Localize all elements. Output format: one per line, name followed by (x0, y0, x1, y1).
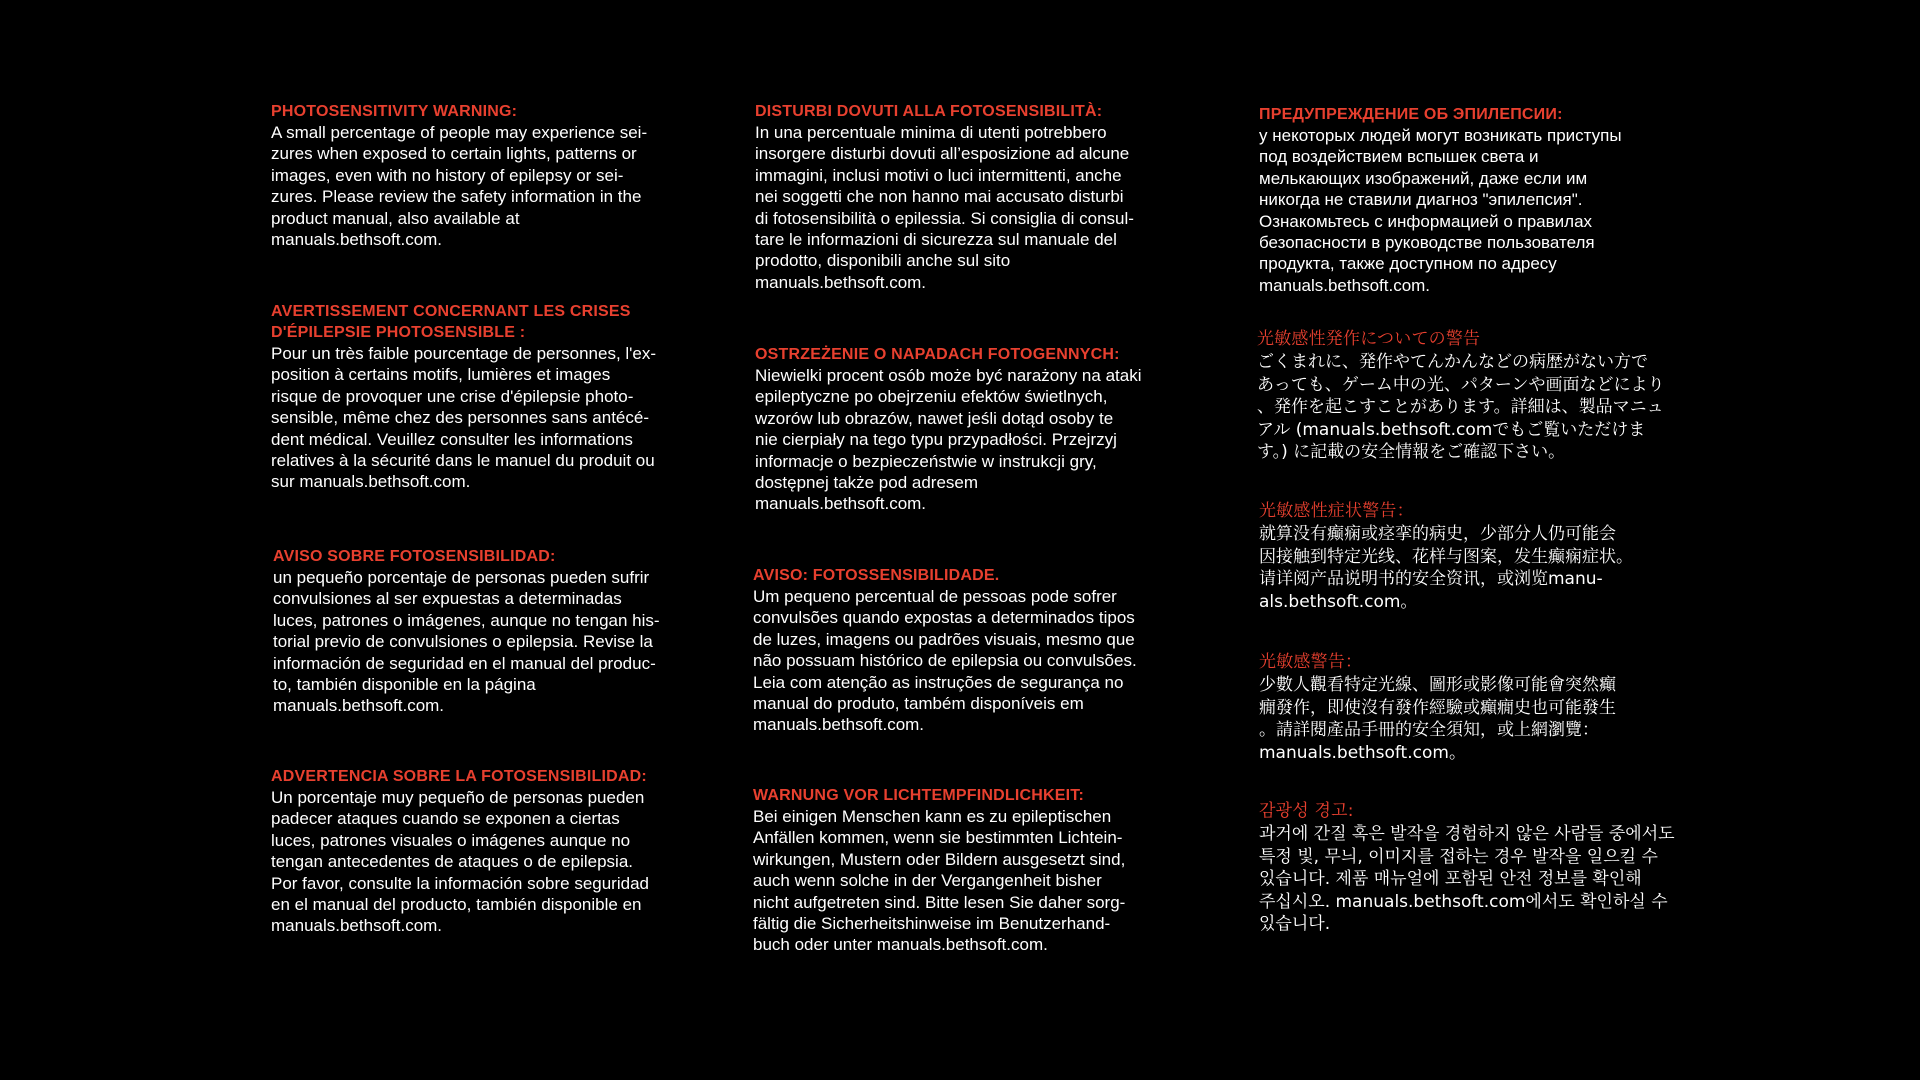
warning-body: 少數人觀看特定光線、圖形或影像可能會突然癲 癇發作，即使沒有發作經驗或癲癇史也可能發生 。請詳閱產品手冊的安全須知，或上網瀏覽： manuals.bethsoft.com。 (1259, 675, 1616, 763)
warning-body: 과거에 간질 혹은 발작을 경험하지 않은 사람들 중에서도 특정 빛, 무늬, 이미지를 접하는 경우 발작을 일으킬 수 있습니다. 제품 매뉴얼에 포함된 안전 정보를 확인해 주십시오. manuals.bethsoft.com에서도 확인하실 수 있습니다. (1259, 824, 1675, 934)
warning-heading: AVERTISSEMENT CONCERNANT LES CRISES D'ÉPILEPSIE PHOTOSENSIBLE : (271, 303, 631, 341)
warning-heading: ПРЕДУПРЕЖДЕНИЕ ОБ ЭПИЛЕПСИИ: (1259, 106, 1563, 123)
warning-block-spanish-latam (273, 546, 691, 717)
warning-heading: AVISO SOBRE FOTOSENSIBILIDAD: (273, 548, 556, 565)
warning-body: 就算没有癫痫或痉挛的病史，少部分人仍可能会 因接触到特定光线、花样与图案，发生癫痫症状。 请详阅产品说明书的安全资讯，或浏览manu- als.bethsoft.com。 (1259, 524, 1633, 612)
warning-body: Niewielki procent osób może być narażony na ataki epileptyczne po obejrzeniu efektów świetlnych, wzorów lub obrazów, nawet jeśli dotąd osoby te nie cierpiały na tego typu przypadłości. Przejrzyj informacje o bezpieczeństwie w instrukcji gry, dostępnej także pod adresem manuals.bethsoft.com. (755, 366, 1142, 514)
warning-block-korean (1259, 800, 1677, 936)
warning-block-french (271, 301, 689, 493)
warning-heading: DISTURBI DOVUTI ALLA FOTOSENSIBILITÀ: (755, 103, 1103, 120)
warning-body: A small percentage of people may experience sei- zures when exposed to certain lights, patterns or images, even with no history of epilepsy or sei- zures. Please review the safety information in the product manual, also available at manuals.bethsoft.com. (271, 123, 648, 250)
warning-body: Un porcentaje muy pequeño de personas pueden padecer ataques cuando se exponen a ciertas luces, patrones visuales o imágenes aunque no tengan antecedentes de ataques o de epilepsia. Por favor, consulte la información sobre seguridad en el manual del producto, también disponible en manuals.bethsoft.com. (271, 788, 649, 936)
warning-block-german (753, 785, 1171, 956)
warning-heading: OSTRZEŻENIE O NAPADACH FOTOGENNYCH: (755, 346, 1120, 363)
warning-heading: 光敏感性症状警告： (1259, 501, 1414, 521)
warning-body: ごくまれに、発作やてんかんなどの病歴がない方で あっても、ゲーム中の光、パターンや画面などにより 、発作を起こすことがあります。詳細は、製品マニュ アル (manuals.bethsoft.comでもご覧いただけま す。) に記載の安全情報をご確認下さい。 (1257, 352, 1665, 462)
warning-heading: 光敏感警告： (1259, 652, 1363, 672)
warning-body: In una percentuale minima di utenti potrebbero insorgere disturbi dovuti all’esposizione ad alcune immagini, inclusi motivi o luci intermittenti, anche nei soggetti che non hanno mai accusato disturbi di fotosensibilità o epilessia. Si consiglia di consul- tare le informazioni di sicurezza sul manuale del prodotto, disponibili anche sul sito manuals.bethsoft.com. (755, 123, 1134, 292)
warning-heading: 감광성 경고: (1259, 801, 1354, 821)
warning-body: un pequeño porcentaje de personas pueden sufrir convulsiones al ser expuestas a determinadas luces, patrones o imágenes, aunque no tengan his- torial previo de convulsiones o epilepsia. Revise la información de seguridad en el manual del produc- to, también disponible en la página manuals.bethsoft.com. (273, 568, 660, 716)
warning-body: Um pequeno percentual de pessoas pode sofrer convulsões quando expostas a determinados tipos de luzes, imagens ou padrões visuais, mesmo que não possuam histórico de epilepsia ou convulsões. Leia com atenção as instruções de segurança no manual do produto, também disponíveis em manuals.bethsoft.com. (753, 587, 1137, 735)
warning-body: Pour un très faible pourcentage de personnes, l'ex- position à certains motifs, lumières et images risque de provoquer une crise d'épilepsie photo- sensible, même chez des personnes sans antécé- dent médical. Veuillez consulter les informations relatives à la sécurité dans le manuel du produit ou sur manuals.bethsoft.com. (271, 344, 657, 492)
warning-heading: AVISO: FOTOSSENSIBILIDADE. (753, 567, 1000, 584)
warning-heading: WARNUNG VOR LICHTEMPFINDLICHKEIT: (753, 787, 1085, 804)
warning-heading: PHOTOSENSITIVITY WARNING: (271, 103, 518, 120)
warning-block-chinese-traditional (1259, 651, 1677, 764)
warning-block-japanese (1257, 328, 1675, 464)
warning-block-english (271, 101, 689, 250)
warning-block-chinese-simplified (1259, 500, 1677, 613)
warning-block-portuguese (753, 565, 1171, 736)
warning-heading: ADVERTENCIA SOBRE LA FOTOSENSIBILIDAD: (271, 768, 647, 785)
warning-block-italian (755, 101, 1173, 293)
warning-block-spanish (271, 766, 689, 937)
warning-block-polish (755, 344, 1173, 515)
warning-heading: 光敏感性発作についての警告 (1257, 329, 1481, 349)
warning-body: у некоторых людей могут возникать приступы под воздействием вспышек света и мелькающих изображений, даже если им никогда не ставили диагноз "эпилепсия". Ознакомьтесь с информацией о правилах безопасности в руководстве пользователя продукта, также доступном по адресу manuals.bethsoft.com. (1259, 126, 1622, 295)
warning-body: Bei einigen Menschen kann es zu epileptischen Anfällen kommen, wenn sie bestimmten Lichtein- wirkungen, Mustern oder Bildern ausgesetzt sind, auch wenn solche in der Vergangenheit bisher nicht aufgetreten sind. Bitte lesen Sie daher sorg- fältig die Sicherheitshinweise im Benutzerhand- buch oder unter manuals.bethsoft.com. (753, 807, 1126, 955)
warning-block-russian (1259, 104, 1677, 296)
